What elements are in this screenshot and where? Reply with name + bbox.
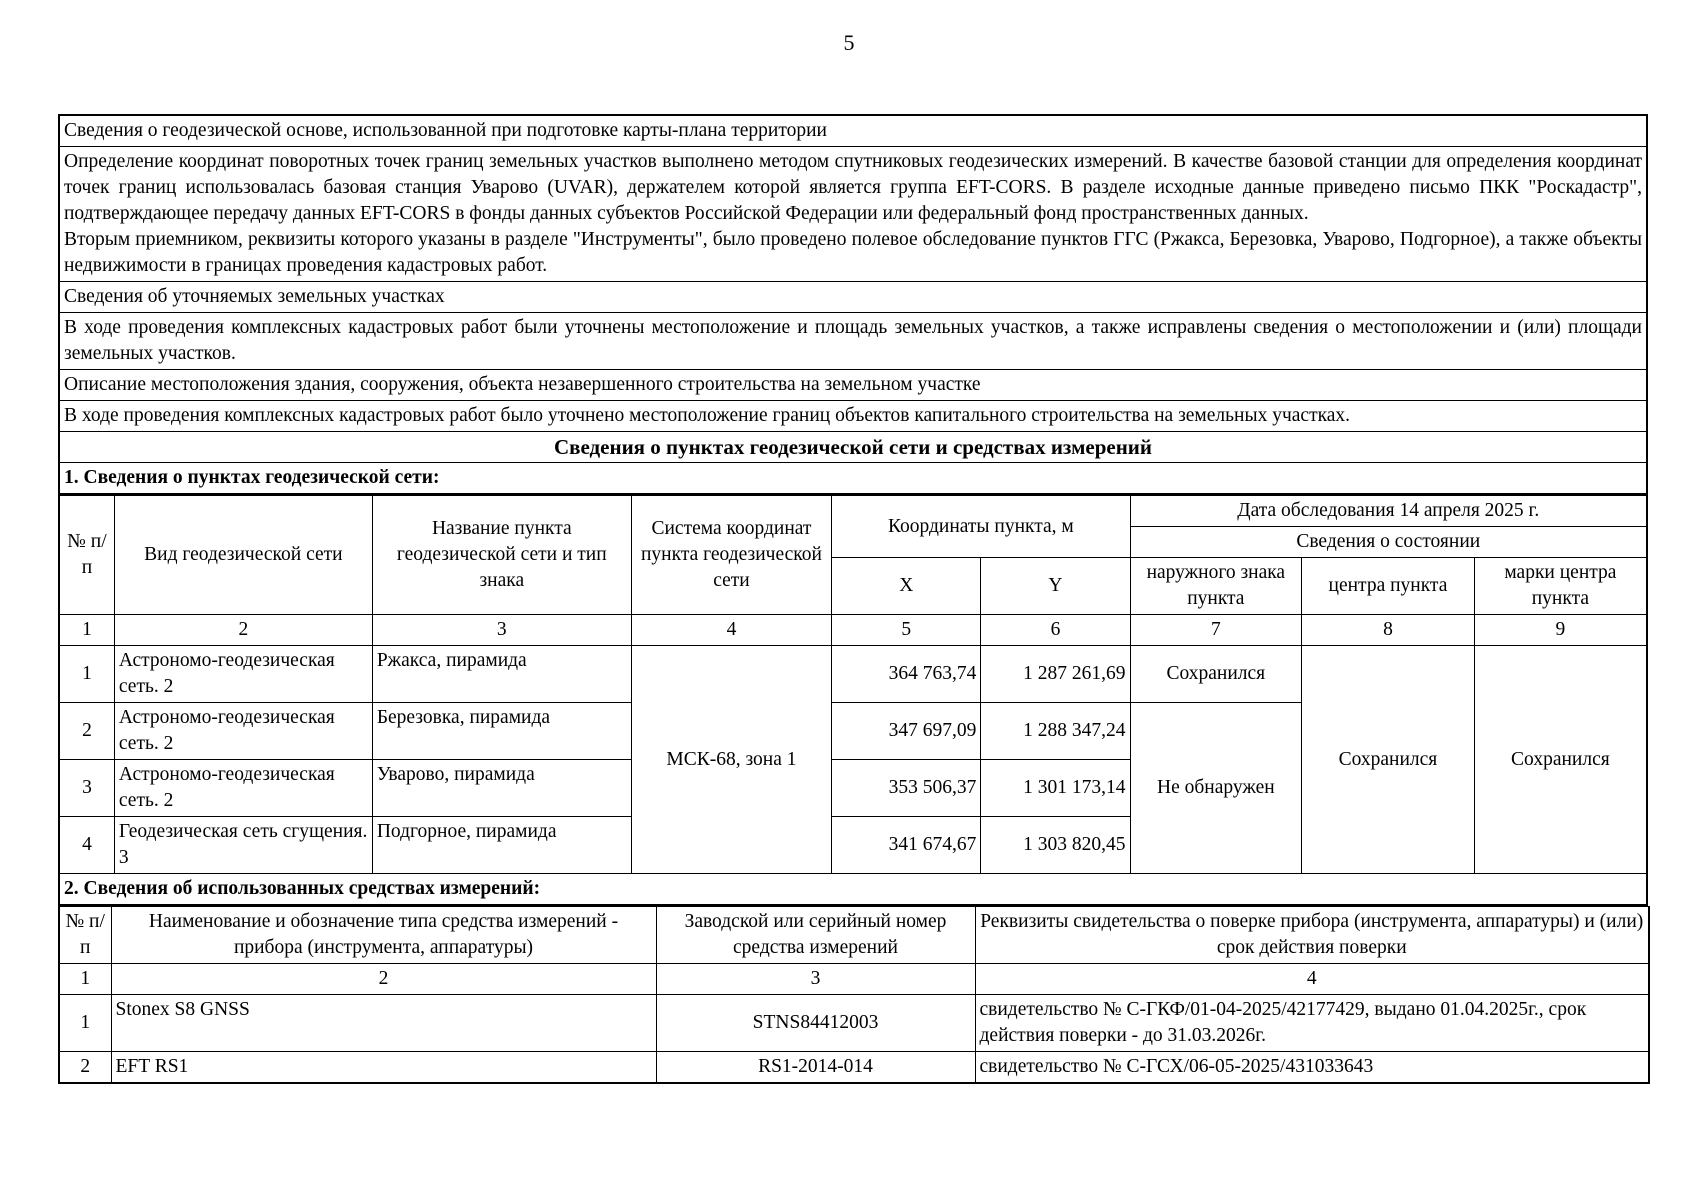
outer-sign-state-cell: Сохранился	[1130, 646, 1302, 703]
header-x: X	[832, 558, 981, 615]
col-number: 8	[1302, 615, 1475, 646]
row-num: 1	[59, 646, 114, 703]
refined-parcels-title: Сведения об уточняемых земельных участках	[59, 282, 1647, 313]
point-name-cell: Подгорное, пирамида	[372, 817, 631, 874]
serial-number-cell: STNS84412003	[656, 995, 975, 1052]
y-cell: 1 287 261,69	[981, 646, 1130, 703]
header-network-type: Вид геодезической сети	[114, 496, 372, 615]
instr-header-name: Наименование и обозначение типа средства измерений - прибора (инструмента, аппаратуры)	[111, 907, 656, 964]
y-cell: 1 303 820,45	[981, 817, 1130, 874]
outer-sign-state-cell: Не обнаружен	[1130, 703, 1302, 874]
certificate-cell: свидетельство № С-ГСХ/06-05-2025/431033643	[975, 1052, 1649, 1084]
row-num: 1	[59, 995, 111, 1052]
row-num: 4	[59, 817, 114, 874]
table-row	[59, 1052, 1649, 1084]
col-number: 4	[975, 964, 1649, 995]
row-num: 3	[59, 760, 114, 817]
header-coords: Координаты пункта, м	[832, 496, 1130, 558]
point-name-cell: Березовка, пирамида	[372, 703, 631, 760]
col-number: 9	[1474, 615, 1647, 646]
col-number: 2	[111, 964, 656, 995]
instruments-table	[58, 906, 1650, 1084]
col-number: 6	[981, 615, 1130, 646]
network-type-cell: Астрономо-геодезическая сеть. 2	[114, 760, 372, 817]
refined-parcels-text: В ходе проведения комплексных кадастровых работ были уточнены местоположение и площадь земельных участков, а также исправлены сведения о местоположении и (или) площади земельных участков.	[59, 313, 1647, 370]
geodetic-basis-text	[59, 147, 1647, 282]
table-row	[59, 646, 1647, 703]
header-num: № п/п	[59, 496, 114, 615]
network-type-cell: Астрономо-геодезическая сеть. 2	[114, 646, 372, 703]
header-outer-sign: наружного знака пункта	[1130, 558, 1302, 615]
row-num: 2	[59, 1052, 111, 1084]
page-number: 5	[843, 30, 855, 55]
col-number: 3	[372, 615, 631, 646]
info-sections-table	[58, 114, 1648, 495]
geodetic-basis-paragraph-1: Определение координат поворотных точек границ земельных участков выполнено методом спутниковых геодезических измерений. В качестве базовой станции для определения координат точек границ использовалась базовая станция Уварово (UVAR), держателем которой является группа EFT-CORS. В разделе исходные данные приведено письмо ПКК "Роскадастр", подтверждающее передачу данных EFT-CORS в фонды данных субъектов Российской Федерации или федеральный фонд пространственных данных.	[64, 151, 1642, 224]
header-point-name: Название пункта геодезической сети и тип знака	[372, 496, 631, 615]
col-number: 1	[59, 964, 111, 995]
instr-header-certificate: Реквизиты свидетельства о поверке прибора (инструмента, аппаратуры) и (или) срок действия поверки	[975, 907, 1649, 964]
header-coord-system: Система координат пункта геодезической сети	[631, 496, 831, 615]
geodetic-basis-paragraph-2: Вторым приемником, реквизиты которого указаны в разделе "Инструменты", было проведено полевое обследование пунктов ГГС (Ржакса, Березовка, Уварово, Подгорное), а также объекты недвижимости в границах проведения кадастровых работ.	[64, 229, 1642, 276]
network-type-cell: Астрономо-геодезическая сеть. 2	[114, 703, 372, 760]
center-mark-state-cell: Сохранился	[1474, 646, 1647, 874]
x-cell: 364 763,74	[832, 646, 981, 703]
serial-number-cell: RS1-2014-014	[656, 1052, 975, 1084]
col-number: 4	[631, 615, 831, 646]
instr-header-num: № п/п	[59, 907, 111, 964]
col-number: 2	[114, 615, 372, 646]
building-location-text: В ходе проведения комплексных кадастровых работ было уточнено местоположение границ объектов капитального строительства на земельных участках.	[59, 401, 1647, 432]
network-type-cell: Геодезическая сеть сгущения. 3	[114, 817, 372, 874]
point-name-cell: Ржакса, пирамида	[372, 646, 631, 703]
instruments-section-title: 2. Сведения об использованных средствах измерений:	[59, 874, 1647, 906]
y-cell: 1 288 347,24	[981, 703, 1130, 760]
building-location-title: Описание местоположения здания, сооружения, объекта незавершенного строительства на земельном участке	[59, 370, 1647, 401]
network-section-title: 1. Сведения о пунктах геодезической сети:	[59, 463, 1647, 495]
point-name-cell: Уварово, пирамида	[372, 760, 631, 817]
header-survey-date: Дата обследования 14 апреля 2025 г.	[1130, 496, 1647, 527]
coord-system-cell: МСК-68, зона 1	[631, 646, 831, 874]
col-number: 1	[59, 615, 114, 646]
instrument-name-cell: EFT RS1	[111, 1052, 656, 1084]
row-num: 2	[59, 703, 114, 760]
table-row	[59, 995, 1649, 1052]
instrument-name-cell: Stonex S8 GNSS	[111, 995, 656, 1052]
header-center: центра пункта	[1302, 558, 1475, 615]
header-y: Y	[981, 558, 1130, 615]
certificate-cell: свидетельство № С-ГКФ/01-04-2025/42177429, выдано 01.04.2025г., срок действия поверки - до 31.03.2026г.	[975, 995, 1649, 1052]
col-number: 5	[832, 615, 981, 646]
center-state-cell: Сохранился	[1302, 646, 1475, 874]
x-cell: 353 506,37	[832, 760, 981, 817]
col-number: 7	[1130, 615, 1302, 646]
col-number: 3	[656, 964, 975, 995]
header-state: Сведения о состоянии	[1130, 527, 1647, 558]
y-cell: 1 301 173,14	[981, 760, 1130, 817]
document-body	[58, 114, 1648, 1084]
header-center-mark: марки центра пункта	[1474, 558, 1647, 615]
instr-header-serial: Заводской или серийный номер средства измерений	[656, 907, 975, 964]
main-section-title: Сведения о пунктах геодезической сети и средствах измерений	[59, 432, 1647, 463]
x-cell: 347 697,09	[832, 703, 981, 760]
x-cell: 341 674,67	[832, 817, 981, 874]
geodetic-basis-title: Сведения о геодезической основе, использованной при подготовке карты-плана территории	[59, 115, 1647, 147]
geodetic-network-table	[58, 495, 1648, 906]
